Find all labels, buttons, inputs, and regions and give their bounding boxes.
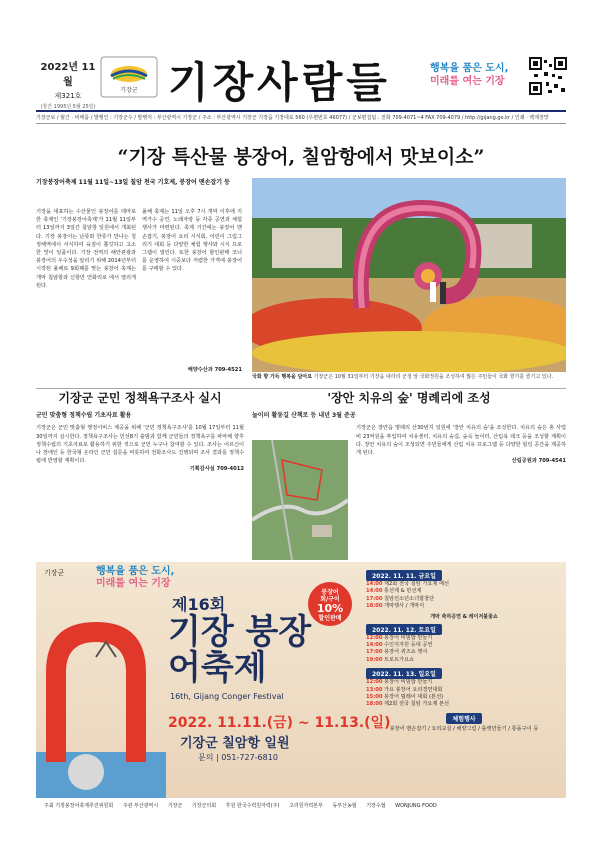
issue-number: 제321호 <box>54 92 82 100</box>
event-time: 18:00 <box>366 603 383 610</box>
event-name: 붕장어 비빔밥 만들기 <box>384 679 433 686</box>
side-events-title: 체험행사 <box>446 713 481 724</box>
article-column-2: 올해 축제는 11일 오후 7시 개막 이후에 지역가수 공연, 노래자랑 등 각종 공연과 체험 행사가 마련된다. 축제 기간에는 붕장어 맨손잡기, 붕장어 요리 시식회, 어린이 그림그리기 대회 등 다양한 체험 행사와 시식 프로그램이 열린다. 또한 붕장어 할인판매 코너를 운영하여 시중보다 저렴한 가격에 붕장어를 구매할 수 있다. <box>142 209 242 273</box>
schedule-event <box>366 687 562 694</box>
event-name: 트로트가요쇼 <box>384 656 415 663</box>
event-name: 붕장어 퀴즈쇼 행사 <box>384 649 428 656</box>
event-name: 가요 붕장어 요리경연대회 <box>384 686 443 693</box>
article-subhead: 군민 맞춤형 정책수립 기초자료 활용 <box>36 412 132 420</box>
sponsor: 기장군의회 <box>191 803 217 809</box>
issue-date: 2022년 11월 <box>40 62 96 88</box>
ad-slogan-line2: 미래를 여는 기장 <box>96 578 171 589</box>
festival-dates: 2022. 11.11.(금) ~ 11.13.(일) <box>168 715 391 731</box>
schedule-event <box>366 649 562 656</box>
schedule-event <box>366 679 562 686</box>
sponsor: 주관 부산광역시 <box>122 803 159 809</box>
side-events <box>366 713 562 733</box>
main-headline: “기장 특산물 붕장어, 칠암항에서 맛보이소” <box>117 146 485 168</box>
article-byline: 산림공원과 709-4541 <box>511 458 566 465</box>
day-header: 2022. 11. 12. 토요일 <box>366 624 442 635</box>
badge-line3: 할인판매 <box>318 615 342 622</box>
sponsor: 기장군 <box>167 803 183 809</box>
schedule-event <box>366 635 562 642</box>
event-name: 붕장어 릴레이 대회 (본선) <box>384 694 444 701</box>
schedule-day <box>366 624 562 665</box>
sponsor: 후원 한국수력원자력(주) <box>225 803 280 809</box>
badge-percent: 10% <box>316 602 344 615</box>
event-name: 수인지자원 등대 공연 <box>384 642 433 649</box>
sponsor: WONJUNG FOOD <box>395 803 437 809</box>
article-column-1: 기장을 대표하는 수산물인 붕장어를 테마로 한 축제인 '기장붕장어축제'가 11월 11일부터 13일까지 3일간 칠암항 일원에서 개최된다. 기장 붕장어는 난류와 한류가 만나는 청정해역에서 서식하여 육질이 쫄깃하고 고소한 맛이 일품이다. 기장 전역의 해안관광과 붕장어의 우수성을 알리기 위해 2014년부터 시작된 올해로 9회째를 맞는 붕장어 축제는 개막 칠암항과 신항만 연화리로 에서 열리게 된다. <box>36 209 136 289</box>
gijang-logo <box>100 56 158 98</box>
sponsor: 동부산농협 <box>332 803 357 809</box>
event-time: 19:00 <box>366 656 383 663</box>
photo-caption <box>252 374 566 381</box>
publication-info-bar: 기장군보 / 월간 · 비매품 / 발행인 : 기장군수 / 발행처 : 부산광역시 기장군 / 주소 : 부산광역시 기장군 기장읍 기장대로 560 (우편번호 46077) / 군보편집팀 : 전화 709-4071~4 FAX 709-4079 / http://gijang.go.kr / 인쇄 · 백제장맛 <box>36 110 566 124</box>
festival-schedule <box>366 570 562 733</box>
event-time: 14:00 <box>366 588 383 595</box>
sponsor: 주최 기장붕장어축제추진위원회 <box>44 803 114 809</box>
issue-info <box>38 58 98 110</box>
article-byline: 해양수산과 709-4521 <box>187 367 242 373</box>
festival-place: 기장군 칠암항 일원 <box>180 736 290 751</box>
article-policy-survey <box>36 391 244 474</box>
event-name: 제2회 전국 칠암 가요제 본선 <box>384 701 450 708</box>
event-time: 17:00 <box>366 595 383 602</box>
event-time: 12:00 <box>366 634 383 641</box>
article-title: 기장군 군민 정책욕구조사 실시 <box>58 391 222 405</box>
caption-body: 기장군은 10월 31일부터 기장읍 대라리 군청 앞 국화정원을 조성하여 많은 주민들이 국화 향기를 즐기고 있다. <box>313 374 554 380</box>
event-name: 통선제 & 만선제 <box>384 588 422 595</box>
side-events-body: 붕장어 맨손잡기 / 요리교실 / 해양그림 / 룰렛만들기 / 통돌구이 등 <box>389 725 539 732</box>
sponsor: 고리원자력본부 <box>289 803 323 809</box>
caption-title: 국화 향 가득 행복을 담아요 <box>252 374 313 380</box>
event-name: 개막행사 / 개막식 <box>384 603 425 610</box>
article-body: 기장군은 군민 맞춤형 행정서비스 제공을 위해 '군민 정책욕구조사'를 10월 17일부터 11월 30일까지 실시한다. 정책욕구조사는 민선8기 출범과 함께 군민들의 정책욕구를 파악해 향후 정책수립의 기초자료로 활용하기 위한 것으로 군민 누구나 참여할 수 있다. 조사는 어르신이나 장애인 등 한국형 온라인 군민 설문을 비롯하여 전화조사도 진행되며 조사 결과를 정책수립에 반영할 계획이다. <box>36 425 244 465</box>
article-title: '장안 치유의 숲' 명례리에 조성 <box>327 391 491 405</box>
event-time: 12:00 <box>366 679 383 686</box>
ad-slogan-line1: 행복을 품은 도시, <box>96 566 175 577</box>
event-time: 17:00 <box>366 649 383 656</box>
badge-line1: 붕장어 <box>321 589 339 596</box>
festival-contact: 문의 | 051-727-6810 <box>198 753 278 762</box>
chrysanthemum-garden-photo <box>252 178 566 372</box>
issue-registration: (창간 1995년 5월 25일) <box>40 104 96 110</box>
ad-sponsor-bar <box>36 798 566 814</box>
schedule-day <box>366 570 562 620</box>
logo-text: 기장군 <box>120 87 138 94</box>
discount-badge <box>308 582 352 626</box>
event-name: 칠암선소년소녀합창단 <box>384 595 435 602</box>
event-time: 14:00 <box>366 581 383 587</box>
event-time: 18:00 <box>366 701 383 708</box>
schedule-event <box>366 701 562 708</box>
article-subhead: 기장붕장어축제 11월 11일~13일 칠암 천국 기호제, 붕장어 맨손잡기 등 <box>36 179 230 186</box>
lighthouse-illustration <box>36 612 166 798</box>
article-subhead: 놀이터 활동길 산책로 등 내년 3월 준공 <box>252 412 356 420</box>
sponsor: 기장수협 <box>366 803 386 809</box>
schedule-event <box>366 588 562 595</box>
slogan-line2: 미래를 여는 기장 <box>430 76 505 87</box>
forest-site-map <box>252 440 348 560</box>
performance-label: 개막 축하공연 & 레이저불꽃쇼 <box>430 613 498 620</box>
article-conger-festival <box>36 178 244 378</box>
event-name: 붕장어 비빔밥 만들기 <box>384 634 433 641</box>
festival-name: 기장 붕장어축제 <box>168 612 312 688</box>
festival-edition: 제16회 <box>172 595 226 614</box>
schedule-event <box>366 657 562 664</box>
event-time: 15:00 <box>366 694 383 701</box>
day-header: 2022. 11. 11. 금요일 <box>366 570 442 581</box>
event-time: 13:00 <box>366 686 383 693</box>
festival-english-name: 16th, Gijang Conger Festival <box>170 692 284 701</box>
event-name: 제2회 전국 칠암 가요제 예선 <box>384 581 450 587</box>
day-header: 2022. 11. 13. 일요일 <box>366 668 442 679</box>
ad-slogan <box>96 566 174 590</box>
badge-line2: 회/구이 <box>320 596 340 603</box>
newspaper-title: 기장사람들 <box>168 58 391 107</box>
slogan-line1: 행복을 품은 도시, <box>430 63 509 74</box>
section-divider <box>36 388 566 389</box>
masthead-slogan <box>430 62 520 88</box>
schedule-event <box>366 603 562 610</box>
article-byline: 기획감사실 709-4012 <box>189 466 244 473</box>
event-time: 14:00 <box>366 642 383 649</box>
festival-advertisement <box>36 562 566 814</box>
article-body: 기장군은 장안읍 명례리 산30번지 일원에 '장안 치유의 숲'을 조성한다. 치유의 숲은 총 사업비 23억원을 투입하여 치유센터, 치유의 숲길, 숲속 놀이터, 산림욕 데크 등을 조성할 계획이다. 장안 치유의 숲이 조성되면 주민들에게 산림 치유 프로그램 등 다양한 힐링 공간을 제공하게 된다. <box>356 425 566 457</box>
schedule-day <box>366 668 562 709</box>
ad-logo: 기장군 <box>44 569 65 577</box>
qr-code-icon[interactable] <box>528 56 568 96</box>
